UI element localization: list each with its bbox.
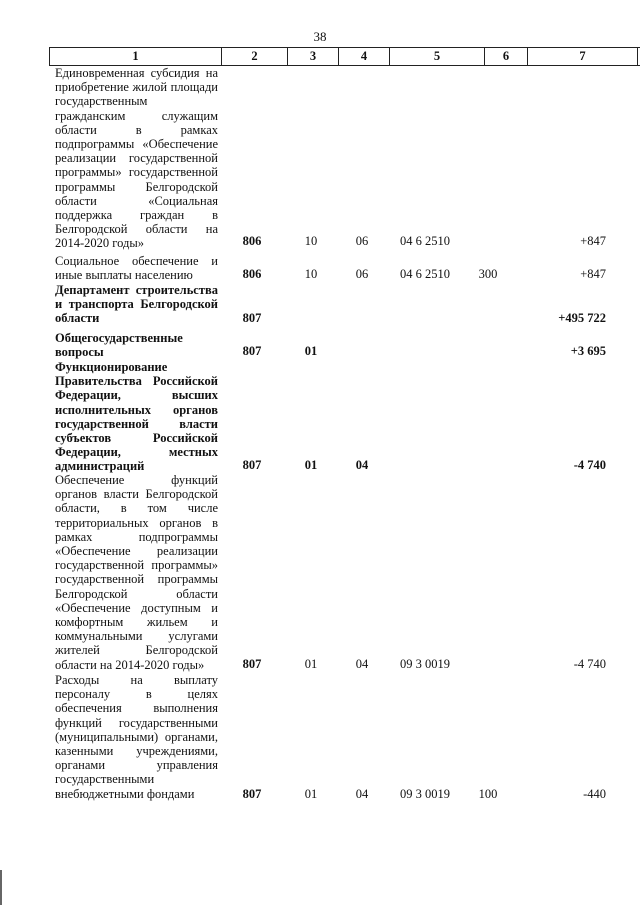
row-amount: -440 <box>583 787 606 801</box>
row-description: Департамент строительства и транспорта Белгородской области <box>55 283 218 326</box>
header-right-border <box>637 47 638 65</box>
row-ministry-code: 806 <box>242 234 262 248</box>
row-description: Социальное обеспечение и иные выплаты населению <box>55 254 218 283</box>
row-ministry-code: 807 <box>242 311 262 325</box>
row-target-code: 04 6 2510 <box>400 234 450 248</box>
row-subsection-code: 06 <box>355 234 369 248</box>
header-col-3: 3 <box>287 48 338 65</box>
row-target-code: 09 3 0019 <box>400 787 450 801</box>
row-subsection-code: 06 <box>355 267 369 281</box>
row-amount: +847 <box>580 267 606 281</box>
row-section-code: 01 <box>304 787 318 801</box>
row-description: Функционирование Правительства Российской Федерации, высших исполнительных органов государственной власти субъектов Российской Федерации, местных администраций <box>55 360 218 474</box>
row-ministry-code: 807 <box>242 344 262 358</box>
header-col-7: 7 <box>527 48 637 65</box>
row-description: Обеспечение функций органов власти Белгородской области, в том числе территориальных органов в рамках подпрограммы «Обеспечение реализации государственной программы» государственной программы Белгородской области «Обеспечение доступным и комфортным жильем и коммунальными услугами жителей Белгородской области на 2014-2020 годы» <box>55 473 218 672</box>
row-section-code: 10 <box>304 267 318 281</box>
row-section-code: 01 <box>304 657 318 671</box>
row-ministry-code: 807 <box>242 657 262 671</box>
row-ministry-code: 807 <box>242 787 262 801</box>
row-amount: +847 <box>580 234 606 248</box>
header-col-2: 2 <box>221 48 287 65</box>
header-col-5: 5 <box>389 48 484 65</box>
row-section-code: 01 <box>304 458 318 472</box>
page-number: 38 <box>313 29 327 44</box>
row-expense-type: 100 <box>478 787 498 801</box>
row-target-code: 04 6 2510 <box>400 267 450 281</box>
row-amount: +495 722 <box>558 311 606 325</box>
row-section-code: 01 <box>304 344 318 358</box>
header-col-6: 6 <box>484 48 527 65</box>
row-subsection-code: 04 <box>355 787 369 801</box>
row-section-code: 10 <box>304 234 318 248</box>
row-amount: -4 740 <box>573 458 606 472</box>
scan-edge-mark <box>0 870 2 905</box>
row-amount: -4 740 <box>573 657 606 671</box>
row-subsection-code: 04 <box>355 657 369 671</box>
row-description: Единовременная субсидия на приобретение жилой площади государственным гражданским служащим области в рамках подпрограммы «Обеспечение реализации государственной программы» государственной программы Белгородской области «Социальная поддержка граждан в Белгородской области на 2014-2020 годы» <box>55 66 218 251</box>
row-amount: +3 695 <box>570 344 606 358</box>
row-ministry-code: 806 <box>242 267 262 281</box>
row-description: Расходы на выплату персоналу в целях обеспечения выполнения функций государственными (муниципальными) органами, казенными учреждениями, органами управления государственными внебюджетными фондами <box>55 673 218 801</box>
row-subsection-code: 04 <box>355 458 369 472</box>
row-target-code: 09 3 0019 <box>400 657 450 671</box>
table-header <box>49 47 640 66</box>
row-ministry-code: 807 <box>242 458 262 472</box>
header-col-4: 4 <box>338 48 389 65</box>
row-description: Общегосударственные вопросы <box>55 331 183 360</box>
row-expense-type: 300 <box>478 267 498 281</box>
header-col-1: 1 <box>49 48 221 65</box>
